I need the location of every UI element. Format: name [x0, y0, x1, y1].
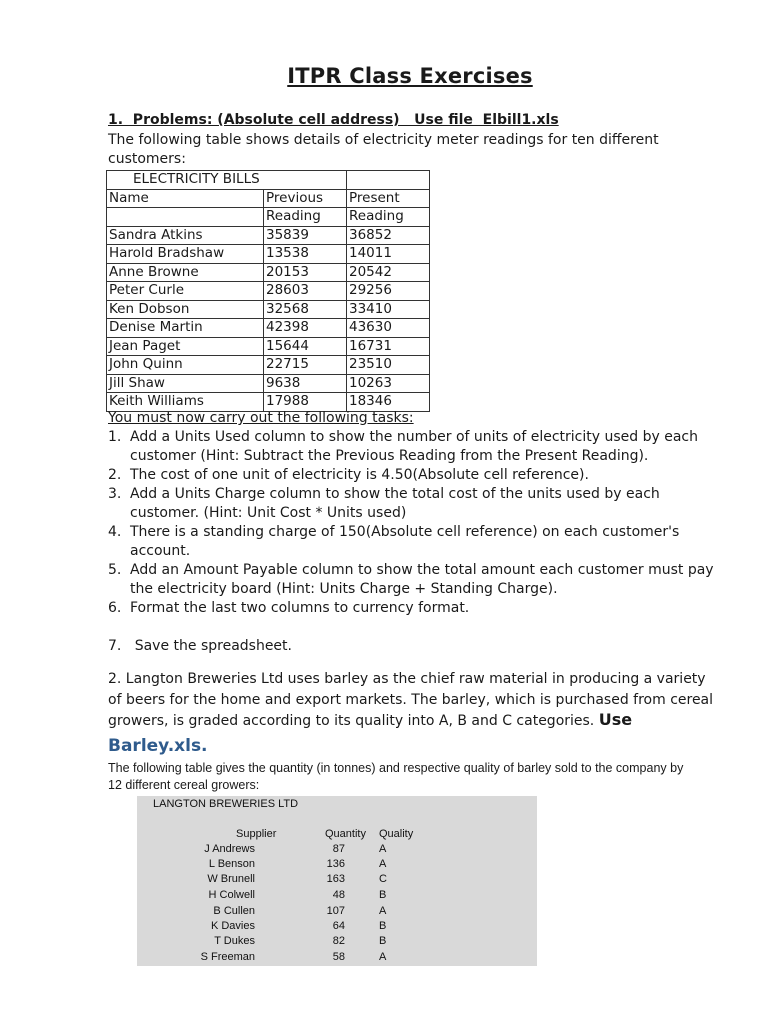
table-title-row — [107, 171, 430, 190]
customer-name: Jill Shaw — [107, 374, 264, 393]
barley-file-name: Barley.xls. — [108, 736, 208, 756]
supplier: S Freeman — [200, 951, 255, 963]
task-7: 7. Save the spreadsheet. — [108, 638, 292, 654]
task-text: The cost of one unit of electricity is 4.50(Absolute cell reference). — [130, 467, 589, 483]
quantity: 163 — [326, 873, 345, 885]
present-reading: 16731 — [347, 337, 430, 356]
tasks-heading: You must now carry out the following tasks: — [108, 410, 414, 426]
table-row — [107, 263, 430, 282]
task-text: Format the last two columns to currency format. — [130, 600, 470, 616]
quality: C — [379, 873, 387, 885]
supplier: T Dukes — [214, 935, 255, 947]
task-list — [108, 428, 718, 618]
task-text: Add a Units Charge column to show the total cost of the units used by each customer. (Hint: Unit Cost * Units used) — [130, 486, 660, 521]
previous-reading: 32568 — [264, 300, 347, 319]
task-number: 4. — [108, 524, 122, 540]
supplier: J Andrews — [204, 843, 255, 855]
problem-1-intro: The following table shows details of electricity meter readings for ten different customers: — [108, 132, 659, 167]
task-number: 3. — [108, 486, 122, 502]
task-text: Add an Amount Payable column to show the total amount each customer must pay the electricity board (Hint: Units Charge + Standing Charge). — [130, 562, 714, 597]
previous-reading: 20153 — [264, 263, 347, 282]
header-reading-2: Reading — [347, 208, 430, 227]
table-row — [137, 905, 537, 919]
list-item — [108, 428, 718, 466]
customer-name: Jean Paget — [107, 337, 264, 356]
quantity: 107 — [326, 905, 345, 917]
customer-name: Harold Bradshaw — [107, 245, 264, 264]
quality: A — [379, 905, 387, 917]
table-row — [137, 873, 537, 887]
table-row — [107, 245, 430, 264]
table-row — [137, 889, 537, 903]
previous-reading: 15644 — [264, 337, 347, 356]
previous-reading: 42398 — [264, 319, 347, 338]
use-word: Use — [598, 710, 633, 729]
task-text: There is a standing charge of 150(Absolute cell reference) on each customer's account. — [130, 524, 680, 559]
task-number: 6. — [108, 600, 122, 616]
quantity: 82 — [332, 935, 345, 947]
present-reading: 29256 — [347, 282, 430, 301]
quality: B — [379, 889, 387, 901]
table-header-row-2 — [107, 208, 430, 227]
present-reading: 33410 — [347, 300, 430, 319]
previous-reading: 13538 — [264, 245, 347, 264]
problem-2-intro — [108, 669, 723, 732]
list-item — [108, 523, 718, 561]
present-reading: 14011 — [347, 245, 430, 264]
quantity: 58 — [332, 951, 345, 963]
present-reading: 10263 — [347, 374, 430, 393]
spreadsheet-title: LANGTON BREWERIES LTD — [153, 798, 299, 810]
present-reading: 23510 — [347, 356, 430, 375]
present-reading: 20542 — [347, 263, 430, 282]
header-reading-1: Reading — [264, 208, 347, 227]
barley-table-intro: The following table gives the quantity (in tonnes) and respective quality of barley sold to the company by 12 different cereal growers: — [108, 761, 684, 792]
quality: B — [379, 920, 387, 932]
customer-name: Peter Curle — [107, 282, 264, 301]
customer-name: Ken Dobson — [107, 300, 264, 319]
customer-name: John Quinn — [107, 356, 264, 375]
header-present: Present — [347, 189, 430, 208]
previous-reading: 35839 — [264, 226, 347, 245]
table-row — [107, 226, 430, 245]
list-item — [108, 561, 718, 599]
customer-name: Keith Williams — [107, 393, 264, 412]
quality: A — [379, 951, 387, 963]
present-reading: 43630 — [347, 319, 430, 338]
customer-name: Denise Martin — [107, 319, 264, 338]
header-supplier: Supplier — [236, 828, 277, 840]
list-item — [108, 485, 718, 523]
quantity: 87 — [332, 843, 345, 855]
quantity: 136 — [326, 858, 345, 870]
table-row — [137, 951, 537, 965]
quality: A — [379, 843, 387, 855]
present-reading: 18346 — [347, 393, 430, 412]
table-row — [107, 337, 430, 356]
electricity-bills-table — [106, 170, 430, 412]
header-previous: Previous — [264, 189, 347, 208]
supplier: H Colwell — [208, 889, 255, 901]
table-row — [137, 935, 537, 949]
quantity: 64 — [332, 920, 345, 932]
spreadsheet-header-row — [137, 828, 537, 842]
header-blank — [107, 208, 264, 227]
table-cell — [347, 171, 430, 190]
problem-1-heading: 1. Problems: (Absolute cell address) Use file Elbill1.xls — [108, 112, 559, 128]
supplier: K Davies — [210, 920, 255, 932]
table-row — [107, 282, 430, 301]
quality: A — [379, 858, 387, 870]
page-title: ITPR Class Exercises — [287, 64, 533, 88]
table-row — [137, 843, 537, 857]
table-row — [107, 300, 430, 319]
table-row — [107, 356, 430, 375]
customer-name: Anne Browne — [107, 263, 264, 282]
task-number: 2. — [108, 467, 122, 483]
langton-spreadsheet — [137, 796, 537, 966]
list-item — [108, 466, 718, 485]
task-number: 1. — [108, 429, 122, 445]
previous-reading: 9638 — [264, 374, 347, 393]
previous-reading: 17988 — [264, 393, 347, 412]
quality: B — [379, 935, 387, 947]
table-row — [107, 374, 430, 393]
list-item — [108, 599, 718, 618]
previous-reading: 28603 — [264, 282, 347, 301]
table-title: ELECTRICITY BILLS — [133, 171, 260, 188]
present-reading: 36852 — [347, 226, 430, 245]
table-title-cell — [107, 171, 347, 190]
header-name: Name — [107, 189, 264, 208]
problem-2-text: 2. Langton Breweries Ltd uses barley as the chief raw material in producing a variety of beers for the home and export markets. The barley, which is purchased from cereal growers, is graded according to its quality into A, B and C categories. — [108, 671, 714, 729]
table-row — [107, 393, 430, 412]
table-header-row — [107, 189, 430, 208]
header-quality: Quality — [379, 828, 414, 840]
supplier: L Benson — [208, 858, 255, 870]
supplier: W Brunell — [207, 873, 255, 885]
header-quantity: Quantity — [325, 828, 366, 840]
previous-reading: 22715 — [264, 356, 347, 375]
quantity: 48 — [332, 889, 345, 901]
table-row — [137, 858, 537, 872]
task-text: Add a Units Used column to show the number of units of electricity used by each customer (Hint: Subtract the Previous Reading from the Present Reading). — [130, 429, 698, 464]
customer-name: Sandra Atkins — [107, 226, 264, 245]
table-row — [107, 319, 430, 338]
table-row — [137, 920, 537, 934]
supplier: B Cullen — [213, 905, 255, 917]
task-number: 5. — [108, 562, 122, 578]
